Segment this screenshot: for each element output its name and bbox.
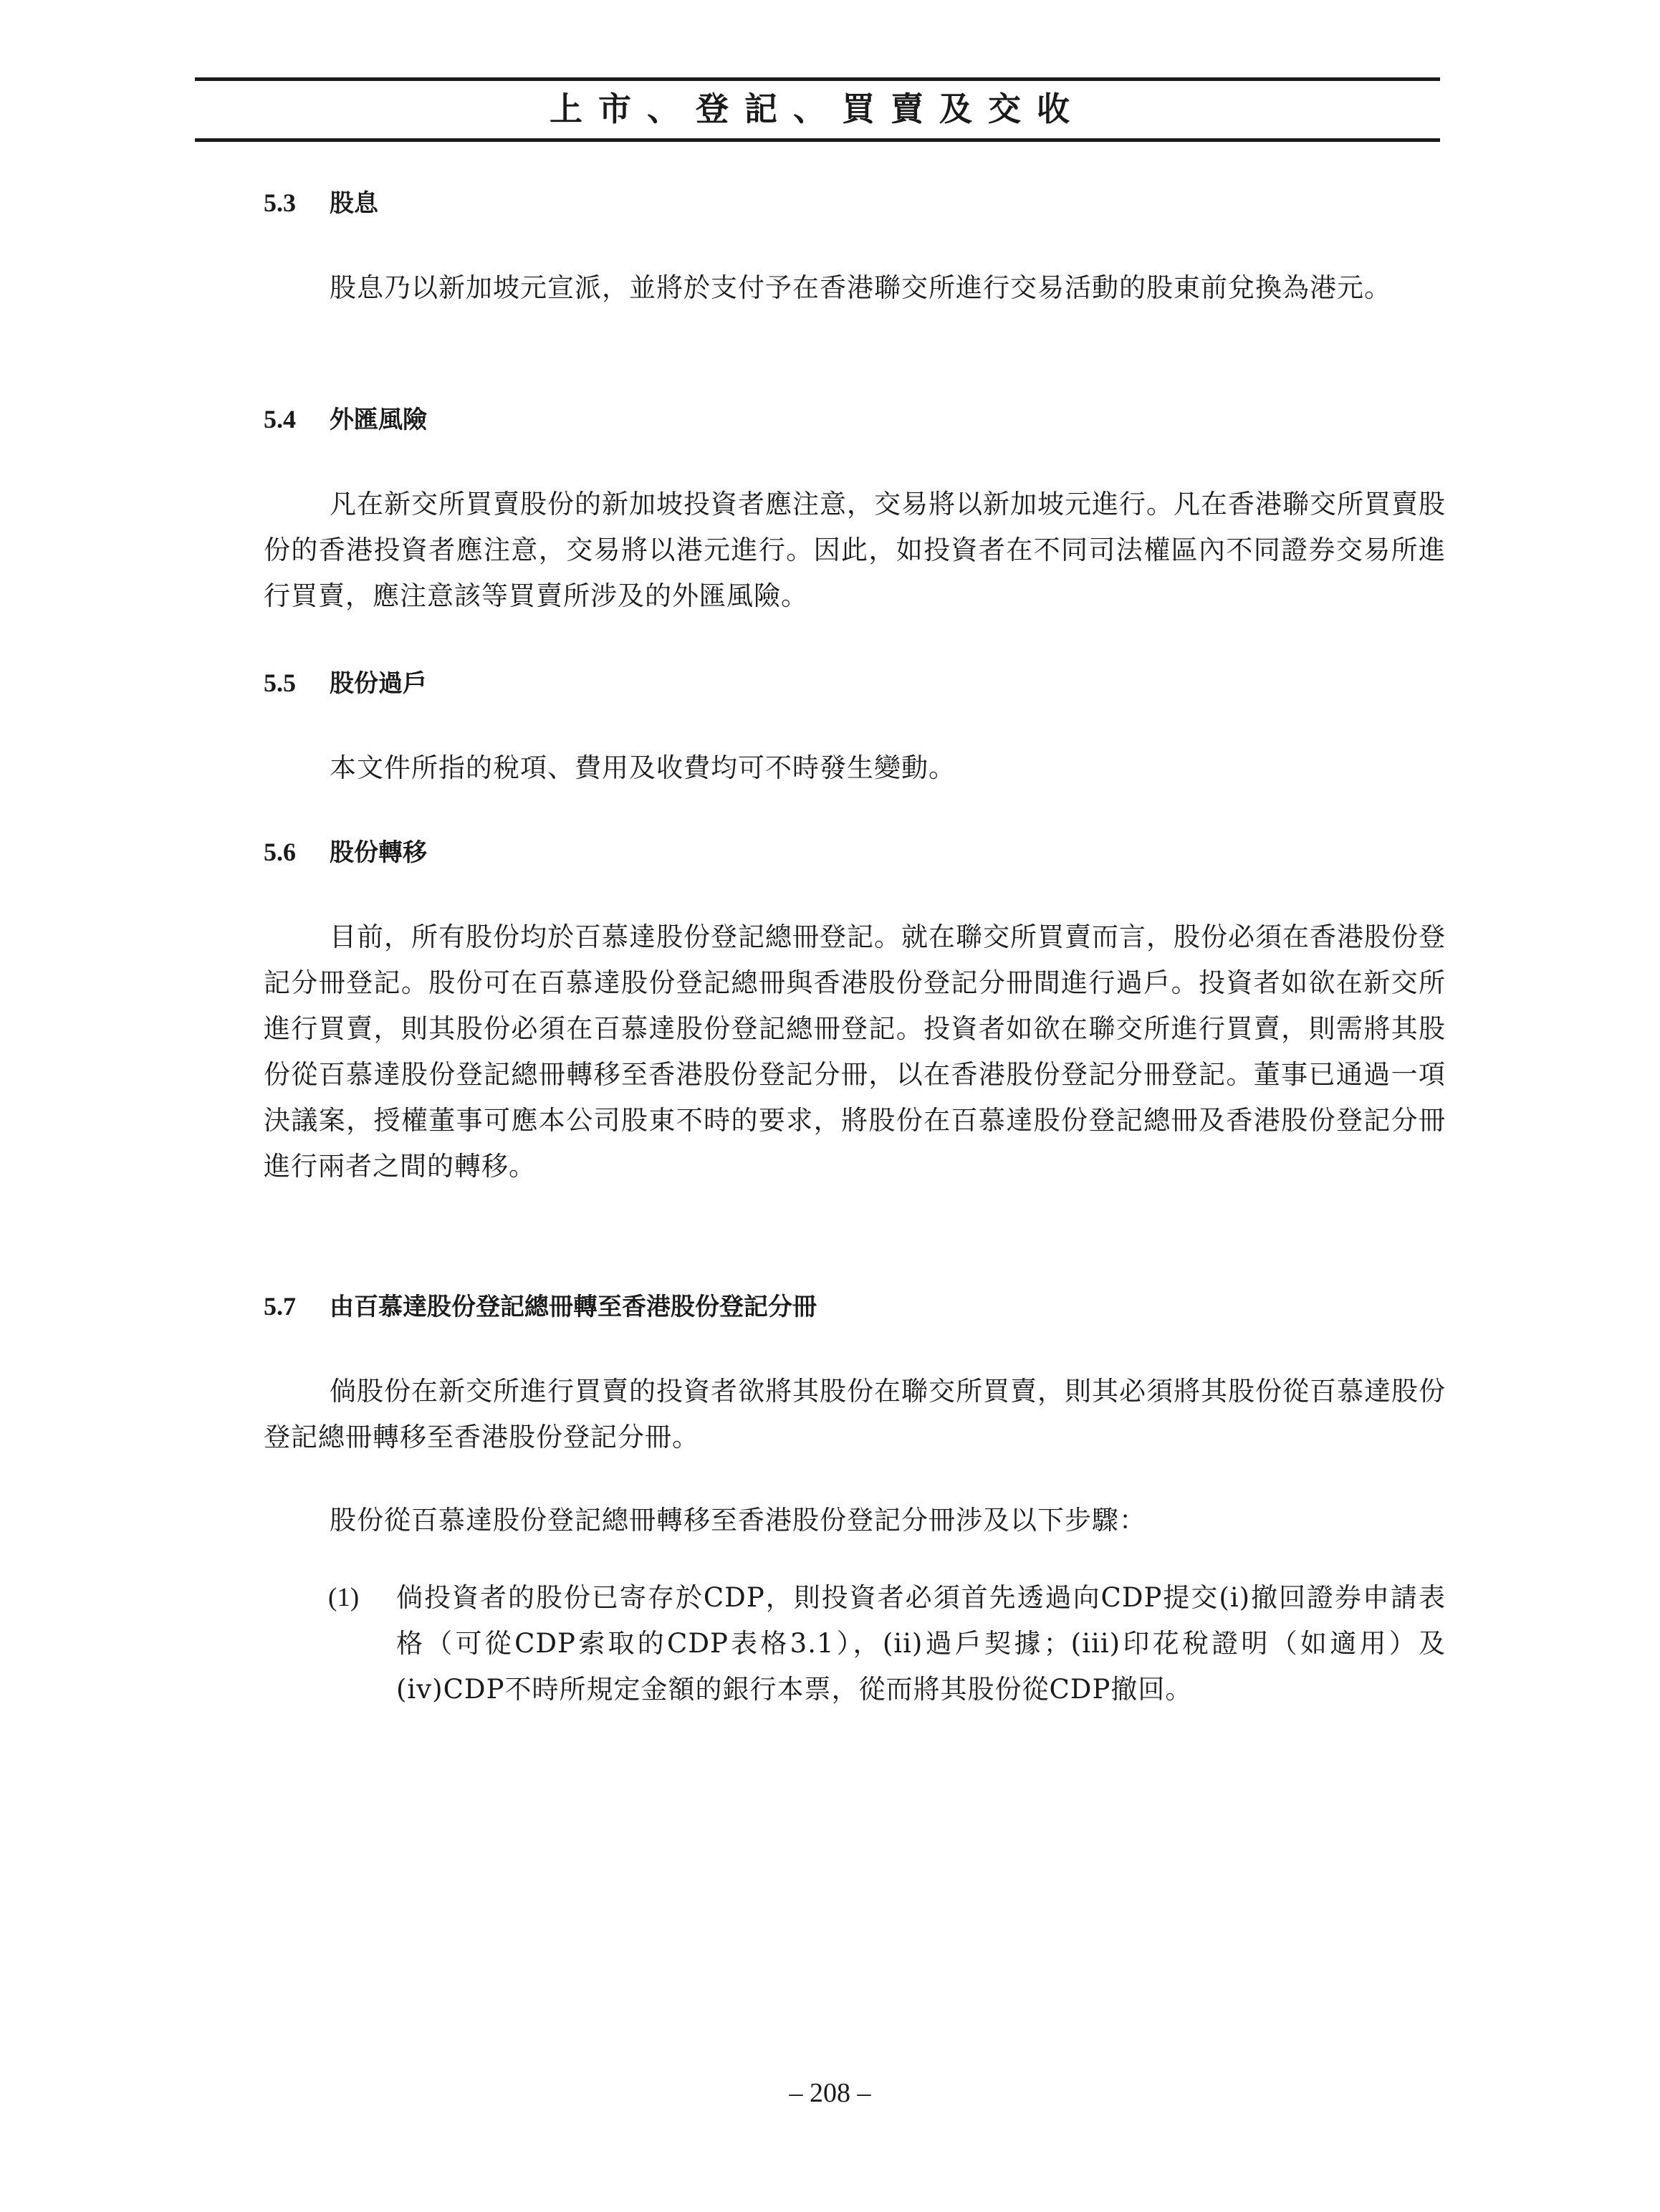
section-number: 5.7 bbox=[264, 1292, 296, 1321]
section-title: 股份過戶 bbox=[330, 669, 427, 698]
paragraph: 股份從百慕達股份登記總冊轉移至香港股份登記分冊涉及以下步驟： bbox=[330, 1505, 1146, 1536]
section-title: 股息 bbox=[330, 189, 378, 218]
page-number: – 208 – bbox=[789, 2078, 871, 2108]
paragraph: 倘股份在新交所進行買賣的投資者欲將其股份在聯交所買賣，則其必須將其股份從百慕達股份登記總冊轉移至香港股份登記分冊。 bbox=[264, 1376, 1446, 1452]
list-item-text: 倘投資者的股份已寄存於CDP，則投資者必須首先透過向CDP提交(i)撤回證券申請表格（可從CDP索取的CDP表格3.1），(ii)過戶契據；(iii)印花稅證明（如適用）及(iv)CDP不時所規定金額的銀行本票，從而將其股份從CDP撤回。 bbox=[396, 1582, 1446, 1705]
section-heading-5-7 bbox=[264, 1288, 817, 1325]
paragraph: 本文件所指的稅項、費用及收費均可不時發生變動。 bbox=[330, 752, 956, 783]
section-heading-5-6 bbox=[264, 834, 427, 871]
paragraph: 凡在新交所買賣股份的新加坡投資者應注意，交易將以新加坡元進行。凡在香港聯交所買賣股份的香港投資者應注意，交易將以港元進行。因此，如投資者在不同司法權區內不同證券交易所進行買賣，應注意該等買賣所涉及的外匯風險。 bbox=[264, 489, 1446, 611]
paragraph: 目前，所有股份均於百慕達股份登記總冊登記。就在聯交所買賣而言，股份必須在香港股份登記分冊登記。股份可在百慕達股份登記總冊與香港股份登記分冊間進行過戶。投資者如欲在新交所進行買賣，則其股份必須在百慕達股份登記總冊登記。投資者如欲在聯交所進行買賣，則需將其股份從百慕達股份登記總冊轉移至香港股份登記分冊，以在香港股份登記分冊登記。董事已通過一項決議案，授權董事可應本公司股東不時的要求，將股份在百慕達股份登記總冊及香港股份登記分冊進行兩者之間的轉移。 bbox=[264, 921, 1446, 1182]
section-number: 5.3 bbox=[264, 188, 296, 217]
section-number: 5.6 bbox=[264, 838, 296, 866]
section-heading-5-5 bbox=[264, 665, 427, 702]
section-heading-5-3 bbox=[264, 185, 378, 221]
section-heading-5-4 bbox=[264, 401, 427, 438]
paragraph: 股息乃以新加坡元宣派，並將於支付予在香港聯交所進行交易活動的股東前兌換為港元。 bbox=[330, 272, 1391, 303]
section-title: 股份轉移 bbox=[330, 838, 427, 867]
header-bottom-rule bbox=[195, 138, 1440, 142]
section-title: 外匯風險 bbox=[330, 406, 427, 434]
section-number: 5.4 bbox=[264, 405, 296, 434]
header-top-rule bbox=[195, 77, 1440, 81]
header-title: 上市、登記、買賣及交收 bbox=[550, 90, 1085, 128]
section-number: 5.5 bbox=[264, 669, 296, 697]
page-header bbox=[195, 77, 1440, 142]
section-title: 由百慕達股份登記總冊轉至香港股份登記分冊 bbox=[330, 1293, 817, 1321]
list-marker: (1) bbox=[328, 1583, 360, 1612]
